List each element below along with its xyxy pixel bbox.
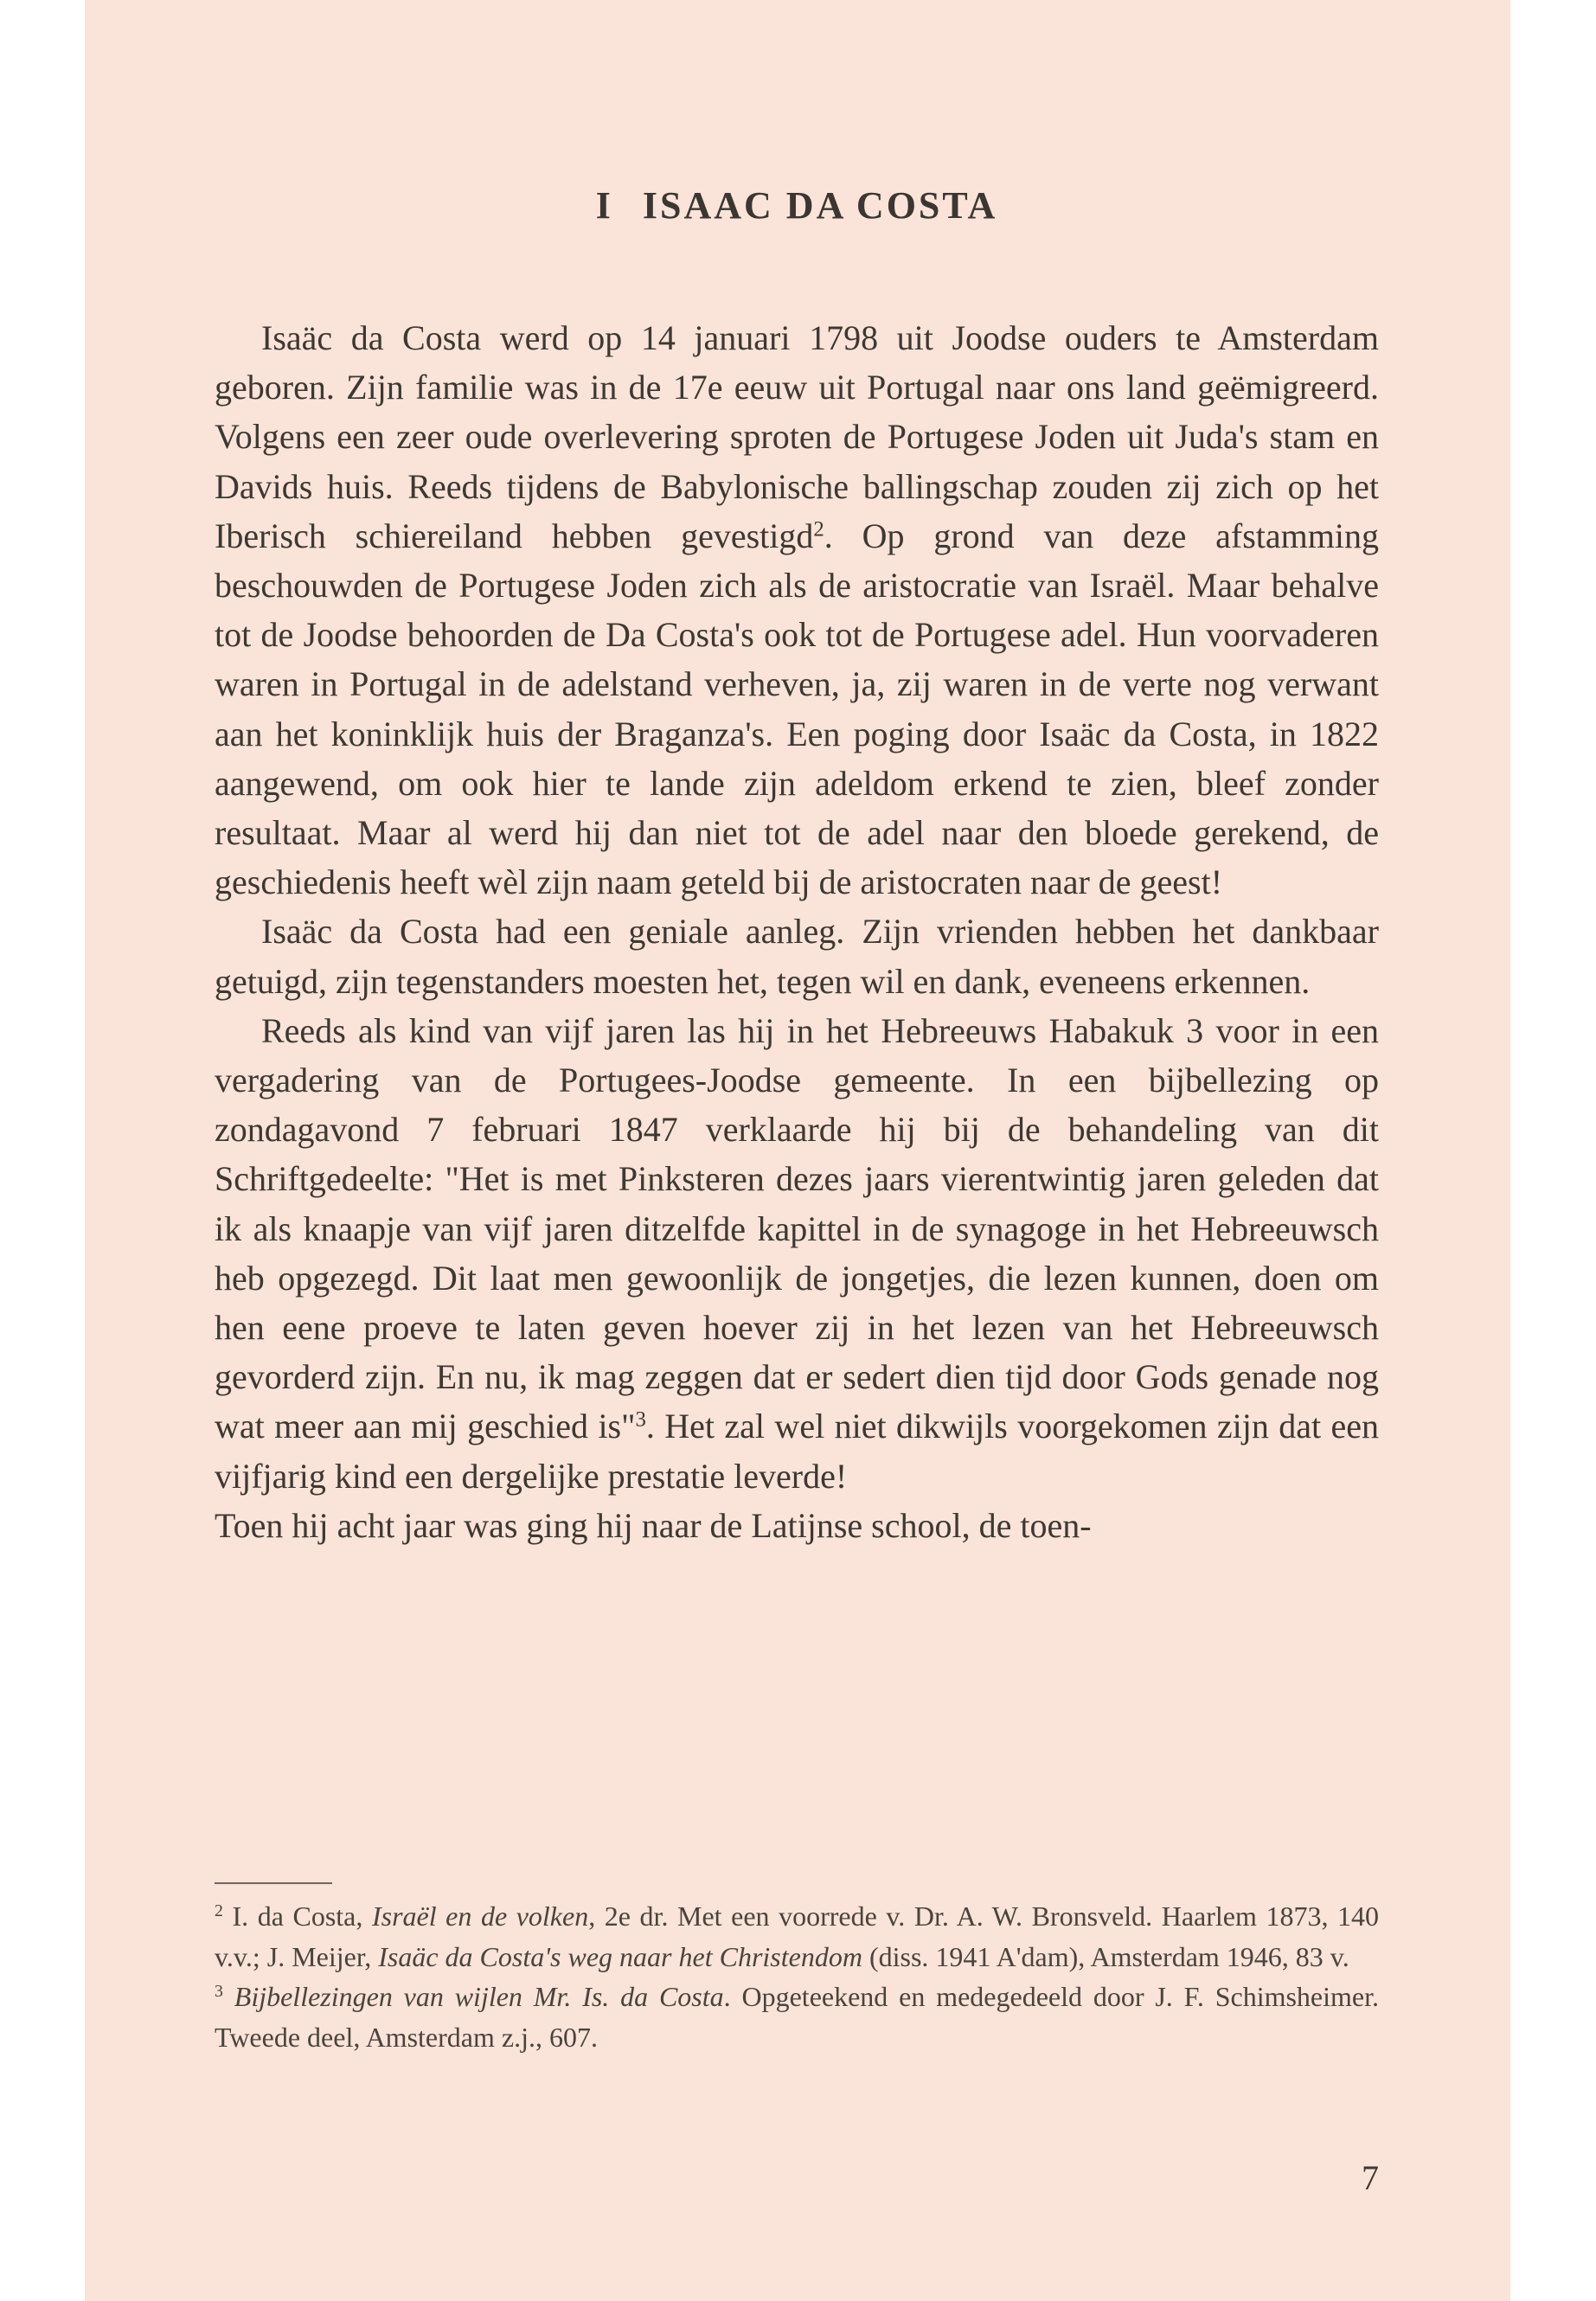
chapter-number: I [595, 184, 613, 228]
page-number: 7 [1362, 2158, 1379, 2197]
book-page [85, 0, 1510, 2301]
footnote-number: 3 [215, 1982, 223, 2002]
paragraph: Toen hij acht jaar was ging hij naar de Latijnse school, de toen- [215, 1505, 1092, 1545]
footnote: $^3$ Bijbellezingen van wijlen Mr. Is. da Costa. Opgeteekend en medegedeeld door J. F. Schimsheimer. Tweede deel, Amsterdam z.j., 607. [215, 1981, 1380, 2053]
footnote-number: 2 [215, 1901, 223, 1921]
paragraph: Isaäc da Costa werd op 14 januari 1798 uit Joodse ouders te Amsterdam geboren. Zijn familie was in de 17e eeuw uit Portugal naar ons land geëmigreerd. Volgens een zeer oude overlevering sproten de Portugese Joden uit Juda's stam en Davids huis. Reeds tijdens de Babylonische ballingschap zouden zij zich op het Iberisch schiereiland hebben gevestigd$^2$. Op grond van deze afstamming beschouwden de Portugese Joden zich als de aristocratie van Israël. Maar behalve tot de Joodse behoorden de Da Costa's ook tot de Portugese adel. Hun voorvaderen waren in Portugal in de adelstand verheven, ja, zij waren in de verte nog verwant aan het koninklijk huis der Braganza's. Een poging door Isaäc da Costa, in 1822 aangewend, om ook hier te lande zijn adeldom erkend te zien, bleef zonder resultaat. Maar al werd hij dan niet tot de adel naar den bloede gerekend, de geschiedenis heeft wèl zijn naam geteld bij de aristocraten naar de geest! [215, 318, 1379, 902]
footnote-divider [215, 1882, 332, 1884]
body-text [215, 313, 1379, 1550]
footnote-ref: 2 [813, 517, 824, 542]
chapter-title: ISAAC DA COSTA [642, 184, 998, 228]
footnote: $^2$ I. da Costa, Israël en de volken, 2e dr. Met een voorrede v. Dr. A. W. Bronsveld. Haarlem 1873, 140 v.v.; J. Meijer, Isaäc da Costa's weg naar het Christendom (diss. 1941 A'dam), Amsterdam 1946, 83 v. [215, 1900, 1380, 1972]
footnote-ref: 3 [635, 1407, 646, 1432]
footnotes [215, 1896, 1379, 2057]
chapter-heading [215, 183, 1379, 228]
paragraph: Reeds als kind van vijf jaren las hij in het Hebreeuws Habakuk 3 voor in een vergadering van de Portugees-Joodse gemeente. In een bijbellezing op zondagavond 7 februari 1847 verklaarde hij bij de behandeling van dit Schriftgedeelte: "Het is met Pinksteren dezes jaars vierentwintig jaren geleden dat ik als knaapje van vijf jaren ditzelfde kapittel in de synagoge in het Hebreeuwsch heb opgezegd. Dit laat men gewoonlijk de jongetjes, die lezen kunnen, doen om hen eene proeve te laten geven hoever zij in het lezen van het Hebreeuwsch gevorderd zijn. En nu, ik mag zeggen dat er sedert dien tijd door Gods genade nog wat meer aan mij geschied is"$^3$. Het zal wel niet dikwijls voorgekomen zijn dat een vijfjarig kind een dergelijke prestatie leverde! [215, 1010, 1380, 1496]
paragraph: Isaäc da Costa had een geniale aanleg. Zijn vrienden hebben het dankbaar getuigd, zijn tegenstanders moesten het, tegen wil en dank, eveneens erkennen. [215, 912, 1379, 1001]
